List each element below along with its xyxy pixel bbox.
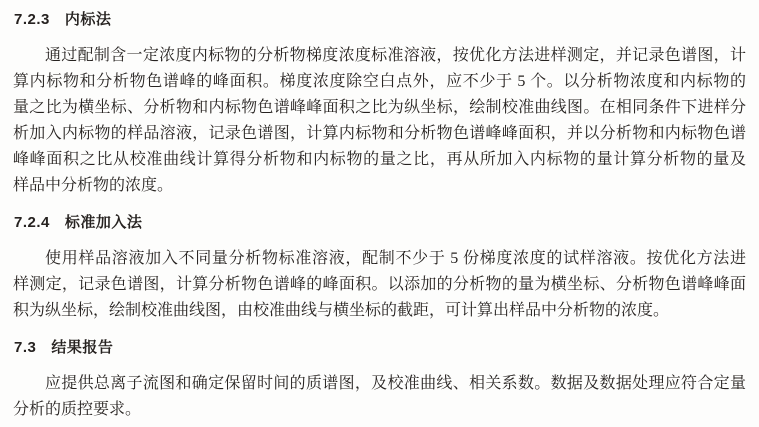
paragraph-line: 样测定，记录色谱图，计算分析物色谱峰的峰面积。以添加的分析物的量为横坐标、分析物色谱峰峰面 xyxy=(13,276,746,293)
section-title: 标准加入法 xyxy=(64,214,143,231)
section-paragraph xyxy=(13,371,746,423)
section-heading-7-2-4 xyxy=(14,213,746,233)
section-paragraph xyxy=(13,43,746,199)
paragraph-line: 积为纵坐标，绘制校准曲线图，由校准曲线与横坐标的截距，可计算出样品中分析物的浓度。 xyxy=(13,302,670,319)
paragraph-line: 算内标物和分析物色谱峰的峰面积。梯度浓度除空白点外，应不少于 5 个。以分析物浓度和内标物的 xyxy=(13,73,746,90)
paragraph-line: 析加入内标物的样品溶液，记录色谱图，计算内标物和分析物色谱峰峰面积，并以分析物和内标物色谱 xyxy=(13,125,746,142)
paragraph-line: 量之比为横坐标、分析物和内标物色谱峰峰面积之比为纵坐标，绘制校准曲线图。在相同条件下进样分 xyxy=(13,99,746,116)
section-title: 内标法 xyxy=(64,11,112,28)
paragraph-line: 通过配制含一定浓度内标物的分析物梯度浓度标准溶液，按优化方法进样测定，并记录色谱图，计 xyxy=(45,47,746,64)
paragraph-line: 应提供总离子流图和确定保留时间的质谱图，及校准曲线、相关系数。数据及数据处理应符合定量 xyxy=(45,375,746,392)
paragraph-line: 分析的质控要求。 xyxy=(13,401,142,418)
section-heading-7-3 xyxy=(14,338,746,358)
section-heading-7-2-3 xyxy=(14,10,746,30)
section-number: 7.3 xyxy=(14,339,37,356)
paragraph-line: 使用样品溶液加入不同量分析物标准溶液，配制不少于 5 份梯度浓度的试样溶液。按优化方法进 xyxy=(45,250,746,267)
section-title: 结果报告 xyxy=(51,339,114,356)
paragraph-line: 峰峰面积之比从校准曲线计算得分析物和内标物的量之比，再从所加入内标物的量计算分析物的量及 xyxy=(13,151,746,168)
paragraph-line: 样品中分析物的浓度。 xyxy=(13,177,174,194)
section-number: 7.2.4 xyxy=(14,214,50,231)
section-paragraph xyxy=(13,246,746,324)
section-number: 7.2.3 xyxy=(14,11,50,28)
